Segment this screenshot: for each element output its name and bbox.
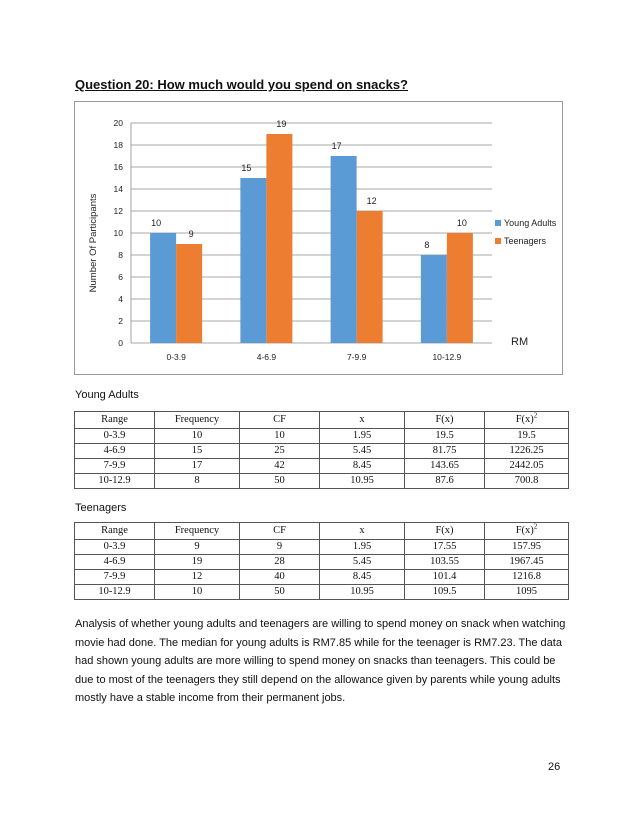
cell-frequency: 19	[155, 555, 240, 570]
analysis-paragraph: Analysis of whether young adults and teenagers are willing to spend money on snack when watching movie had done. The median for young adults is RM7.85 while for the teenager is RM7.23. The data had shown young adults are more willing to spend money on snacks than teenagers. This could be due to most of the teenagers they still depend on the allowance given by parents while young adults mostly have a stable income from their permanent jobs.	[75, 618, 566, 704]
cell-fx: 81.75	[405, 444, 485, 459]
cell-cf: 25	[240, 444, 320, 459]
cell-range: 0-3.9	[75, 429, 155, 444]
cell-fx: 19.5	[405, 429, 485, 444]
data-label: 8	[424, 240, 430, 250]
x-tick-label: 10-12.9	[432, 352, 462, 362]
y-tick-label: 18	[113, 140, 123, 150]
cell-cf: 50	[240, 585, 320, 600]
cell-cf: 40	[240, 570, 320, 585]
cell-range: 7-9.9	[75, 570, 155, 585]
header-fx2-label: F(x)	[515, 414, 534, 425]
table-header-row	[75, 412, 569, 429]
table-row	[75, 585, 569, 600]
cell-fx2: 1095	[485, 585, 569, 600]
data-label: 19	[276, 119, 287, 129]
data-label: 10	[151, 218, 162, 228]
header-fx2-sup: 2	[533, 411, 538, 420]
header-x: x	[320, 523, 405, 540]
bar-young-adults	[331, 156, 357, 343]
header-frequency: Frequency	[155, 412, 240, 429]
y-tick-label: 0	[118, 338, 123, 348]
x-tick-label: 7-9.9	[346, 352, 367, 362]
legend-label: Teenagers	[504, 236, 547, 246]
legend-swatch	[495, 220, 501, 226]
page-number: 26	[548, 761, 561, 773]
table-row	[75, 570, 569, 585]
cell-range: 10-12.9	[75, 474, 155, 489]
cell-frequency: 8	[155, 474, 240, 489]
y-tick-label: 20	[113, 118, 123, 128]
cell-x: 5.45	[320, 444, 405, 459]
header-x: x	[320, 412, 405, 429]
header-fx2	[485, 412, 569, 429]
cell-range: 0-3.9	[75, 540, 155, 555]
header-fx2-sup: 2	[533, 522, 538, 531]
table-row	[75, 459, 569, 474]
data-label: 10	[456, 218, 467, 228]
legend-swatch	[495, 238, 501, 244]
bar-young-adults	[240, 178, 266, 343]
table-row	[75, 474, 569, 489]
cell-x: 8.45	[320, 459, 405, 474]
legend-label: Young Adults	[504, 218, 557, 228]
y-tick-label: 8	[118, 250, 123, 260]
data-label: 9	[188, 229, 194, 239]
header-fx: F(x)	[405, 412, 485, 429]
y-tick-label: 4	[118, 294, 123, 304]
young-adults-table	[74, 411, 569, 489]
cell-fx2: 700.8	[485, 474, 569, 489]
cell-cf: 50	[240, 474, 320, 489]
cell-x: 10.95	[320, 474, 405, 489]
cell-range: 4-6.9	[75, 444, 155, 459]
cell-cf: 9	[240, 540, 320, 555]
cell-fx: 143.65	[405, 459, 485, 474]
y-tick-label: 10	[113, 228, 123, 238]
bar-young-adults	[421, 255, 447, 343]
teenagers-label: Teenagers	[75, 502, 127, 514]
header-fx: F(x)	[405, 523, 485, 540]
cell-fx2: 1967.45	[485, 555, 569, 570]
teenagers-table	[74, 522, 569, 600]
cell-fx2: 1226.25	[485, 444, 569, 459]
cell-fx: 101.4	[405, 570, 485, 585]
cell-range: 4-6.9	[75, 555, 155, 570]
bar-teenagers	[357, 211, 383, 343]
header-frequency: Frequency	[155, 523, 240, 540]
y-axis-label: Number Of Participants	[88, 193, 99, 293]
cell-frequency: 10	[155, 429, 240, 444]
question-heading: Question 20: How much would you spend on snacks?	[75, 77, 408, 92]
cell-fx2: 2442.05	[485, 459, 569, 474]
cell-fx2: 157.95	[485, 540, 569, 555]
header-cf: CF	[240, 412, 320, 429]
cell-fx2: 1216.8	[485, 570, 569, 585]
bar-teenagers	[266, 134, 292, 343]
x-axis-label: RM	[511, 336, 529, 348]
header-range: Range	[75, 412, 155, 429]
chart-svg	[75, 102, 564, 376]
y-tick-label: 14	[113, 184, 123, 194]
cell-range: 7-9.9	[75, 459, 155, 474]
header-fx2	[485, 523, 569, 540]
cell-cf: 10	[240, 429, 320, 444]
cell-x: 10.95	[320, 585, 405, 600]
y-tick-label: 12	[113, 206, 123, 216]
cell-fx: 109.5	[405, 585, 485, 600]
bar-teenagers	[447, 233, 473, 343]
cell-x: 8.45	[320, 570, 405, 585]
table-row	[75, 429, 569, 444]
bar-teenagers	[176, 244, 202, 343]
cell-x: 5.45	[320, 555, 405, 570]
y-tick-label: 6	[118, 272, 123, 282]
bar-chart	[74, 101, 563, 375]
cell-cf: 28	[240, 555, 320, 570]
cell-fx: 103.55	[405, 555, 485, 570]
cell-fx: 17.55	[405, 540, 485, 555]
young-adults-label: Young Adults	[75, 389, 139, 401]
data-label: 17	[331, 141, 342, 151]
cell-frequency: 12	[155, 570, 240, 585]
table-row	[75, 444, 569, 459]
header-fx2-label: F(x)	[515, 525, 534, 536]
x-tick-label: 0-3.9	[166, 352, 186, 362]
cell-frequency: 9	[155, 540, 240, 555]
cell-cf: 42	[240, 459, 320, 474]
cell-frequency: 17	[155, 459, 240, 474]
cell-fx: 87.6	[405, 474, 485, 489]
data-label: 15	[241, 163, 252, 173]
cell-frequency: 15	[155, 444, 240, 459]
bar-young-adults	[150, 233, 176, 343]
y-tick-label: 2	[118, 316, 123, 326]
cell-fx2: 19.5	[485, 429, 569, 444]
table-header-row	[75, 523, 569, 540]
cell-x: 1.95	[320, 429, 405, 444]
table-row	[75, 540, 569, 555]
x-tick-label: 4-6.9	[256, 352, 277, 362]
cell-frequency: 10	[155, 585, 240, 600]
cell-x: 1.95	[320, 540, 405, 555]
table-row	[75, 555, 569, 570]
header-cf: CF	[240, 523, 320, 540]
cell-range: 10-12.9	[75, 585, 155, 600]
data-label: 12	[366, 196, 377, 206]
header-range: Range	[75, 523, 155, 540]
y-tick-label: 16	[113, 162, 123, 172]
